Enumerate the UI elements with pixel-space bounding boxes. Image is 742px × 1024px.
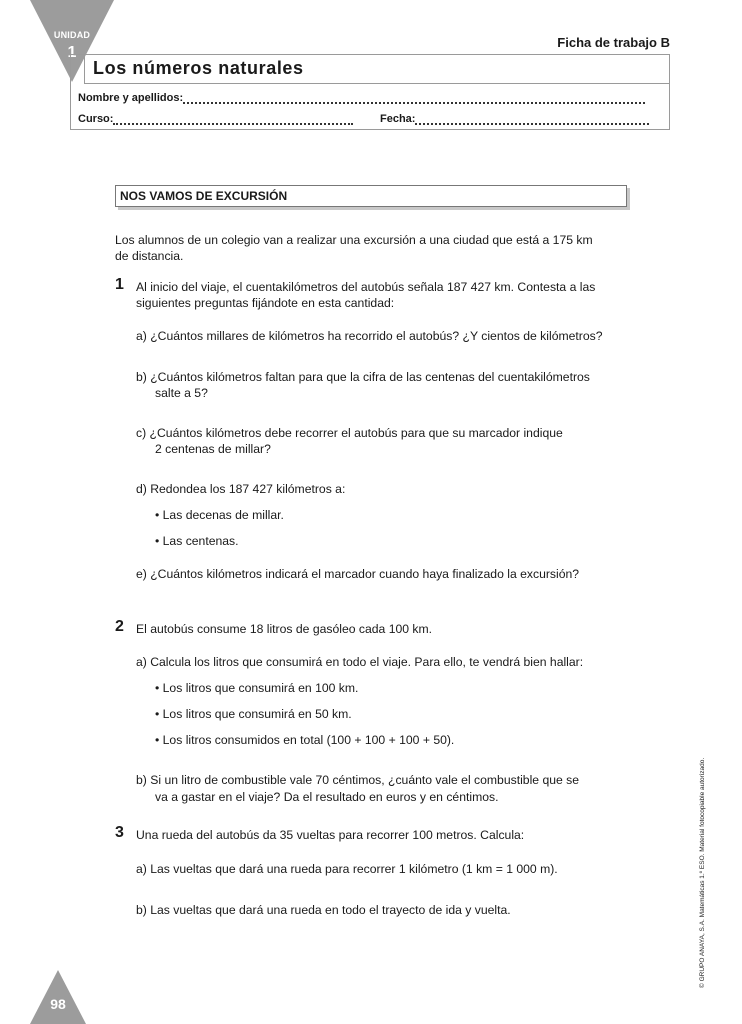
q1-item-d: d) Redondea los 187 427 kilómetros a: [136, 482, 346, 496]
unit-number: 1 [67, 44, 77, 61]
name-blank[interactable] [183, 92, 645, 104]
intro-line-2: de distancia. [115, 249, 184, 263]
sheet-label: Ficha de trabajo B [557, 35, 670, 50]
q2-line-1: El autobús consume 18 litros de gasóleo cada 100 km. [136, 622, 433, 636]
q1-item-b-line-2: salte a 5? [155, 386, 208, 400]
course-label: Curso: [78, 113, 114, 125]
copyright-notice: © GRUPO ANAYA, S.A. Matemáticas 1.º ESO. Material fotocopiable autorizado. [699, 757, 706, 988]
q1-item-b-line-1: b) ¿Cuántos kilómetros faltan para que la cifra de las centenas del cuentakilómetros [136, 370, 590, 384]
q1-line-1: Al inicio del viaje, el cuentakilómetros del autobús señala 187 427 km. Contesta a las [136, 280, 596, 294]
q2-item-a-bullet-3: • Los litros consumidos en total (100 + 100 + 100 + 50). [155, 733, 455, 747]
q1-line-2: siguientes preguntas fijándote en esta cantidad: [136, 296, 395, 310]
question-number-3: 3 [115, 824, 124, 841]
date-label: Fecha: [380, 113, 416, 125]
question-number-2: 2 [115, 618, 124, 635]
q1-item-c-line-2: 2 centenas de millar? [155, 442, 271, 456]
q2-item-b-line-2: va a gastar en el viaje? Da el resultado en euros y en céntimos. [155, 790, 499, 804]
q3-line-1: Una rueda del autobús da 35 vueltas para recorrer 100 metros. Calcula: [136, 828, 525, 842]
q2-item-a-bullet-2: • Los litros que consumirá en 50 km. [155, 707, 352, 721]
name-label: Nombre y apellidos: [78, 92, 184, 104]
q1-item-d-bullet-1: • Las decenas de millar. [155, 508, 284, 522]
page-title: Los números naturales [93, 58, 304, 78]
course-blank[interactable] [113, 113, 353, 125]
page-number: 98 [50, 996, 66, 1012]
q1-item-a: a) ¿Cuántos millares de kilómetros ha recorrido el autobús? ¿Y cientos de kilómetros? [136, 329, 603, 343]
q3-item-a: a) Las vueltas que dará una rueda para recorrer 1 kilómetro (1 km = 1 000 m). [136, 862, 558, 876]
question-number-1: 1 [115, 276, 124, 293]
date-field[interactable] [380, 113, 649, 125]
q2-item-a: a) Calcula los litros que consumirá en todo el viaje. Para ello, te vendrá bien hallar: [136, 655, 584, 669]
intro-line-1: Los alumnos de un colegio van a realizar una excursión a una ciudad que está a 175 km [115, 233, 593, 247]
course-field[interactable] [78, 113, 353, 125]
name-field[interactable] [78, 92, 645, 104]
unit-label: UNIDAD [53, 30, 91, 40]
q3-item-b: b) Las vueltas que dará una rueda en todo el trayecto de ida y vuelta. [136, 903, 511, 917]
q2-item-a-bullet-1: • Los litros que consumirá en 100 km. [155, 681, 359, 695]
q1-item-e: e) ¿Cuántos kilómetros indicará el marcador cuando haya finalizado la excursión? [136, 567, 580, 581]
date-blank[interactable] [415, 113, 649, 125]
q1-item-c-line-1: c) ¿Cuántos kilómetros debe recorrer el autobús para que su marcador indique [136, 426, 563, 440]
q2-item-b-line-1: b) Si un litro de combustible vale 70 céntimos, ¿cuánto vale el combustible que se [136, 773, 580, 787]
q1-item-d-bullet-2: • Las centenas. [155, 534, 239, 548]
section-title: NOS VAMOS DE EXCURSIÓN [120, 189, 288, 203]
